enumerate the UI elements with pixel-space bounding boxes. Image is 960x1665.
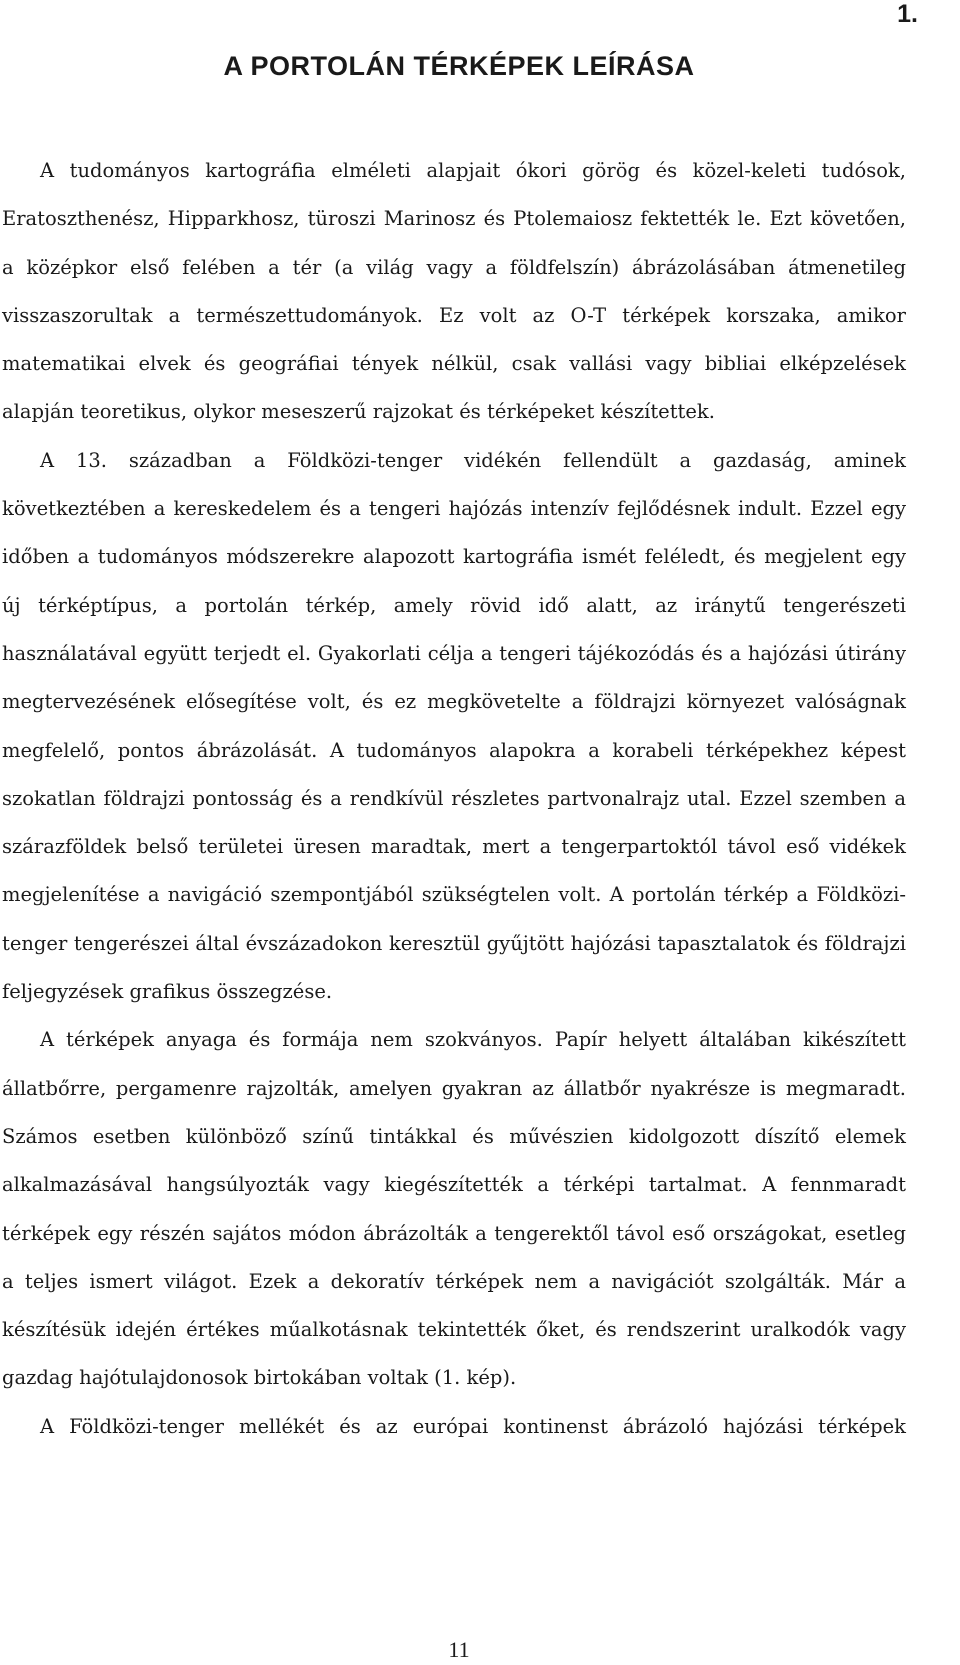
page-number: 11	[448, 1637, 470, 1662]
paragraph-4: A Földközi-tenger mellékét és az európai kontinenst ábrázoló hajózási térképek	[40, 1414, 906, 1438]
paragraph-2: A 13. században a Földközi-tenger vidékén fellendült a gazdaság, aminek következtében a kereskedelem és a tengeri hajózás intenzív fejlődésnek indult. Ezzel egy időben a tudományos módszerekre alapozott kartográfia ismét feléledt, és megjelent egy új térképtípus, a portolán térkép, amely rövid idő alatt, az iránytű tengerészeti használatával együtt terjedt el. Gyakorlati célja a tengeri tájékozódás és a hajózási útirány megtervezésének elősegítése volt, és ez megkövetelte a földrajzi környezet valóságnak megfelelő, pontos ábrázolását. A tudományos alapokra a korabeli térképekhez képest szokatlan földrajzi pontosság és a rendkívül részletes partvonalrajz utal. Ezzel szemben a szárazföldek belső területei üresen maradtak, mert a tengerpartoktól távol eső vidékek megjelenítése a navigáció szempontjából szükségtelen volt. A portolán térkép a Földközi-tenger tengerészei által évszázadokon keresztül gyűjtött hajózási tapasztalatok és földrajzi feljegyzések grafikus összegzése.	[2, 448, 906, 1004]
chapter-number: 1.	[897, 0, 918, 28]
paragraph-1: A tudományos kartográfia elméleti alapjait ókori görög és közel-keleti tudósok, Eratoszthenész, Hipparkhosz, türoszi Marinosz és Ptolemaiosz fektették le. Ezt követően, a középkor első felében a tér (a világ vagy a földfelszín) ábrázolásában átmenetileg visszaszorultak a természettudományok. Ez volt az O-T térképek korszaka, amikor matematikai elvek és geográfiai tények nélkül, csak vallási vagy bibliai elképzelések alapján teoretikus, olykor meseszerű rajzokat és térképeket készítettek.	[2, 159, 906, 424]
paragraph-3: A térképek anyaga és formája nem szokványos. Papír helyett általában kikészített állatbőrre, pergamenre rajzolták, amelyen gyakran az állatbőr nyakrésze is megmaradt. Számos esetben különböző színű tintákkal és művészien kidolgozott díszítő elemek alkalmazásával hangsúlyozták vagy kiegészítették a térképi tartalmat. A fennmaradt térképek egy részén sajátos módon ábrázolták a tengerektől távol eső országokat, esetleg a teljes ismert világot. Ezek a dekoratív térképek nem a navigációt szolgálták. Már a készítésük idején értékes műalkotásnak tekintették őket, és rendszerint uralkodók vagy gazdag hajótulajdonosok birtokában voltak (1. kép).	[2, 1028, 906, 1390]
chapter-title: A PORTOLÁN TÉRKÉPEK LEÍRÁSA	[223, 51, 695, 81]
body-text	[2, 147, 906, 1451]
